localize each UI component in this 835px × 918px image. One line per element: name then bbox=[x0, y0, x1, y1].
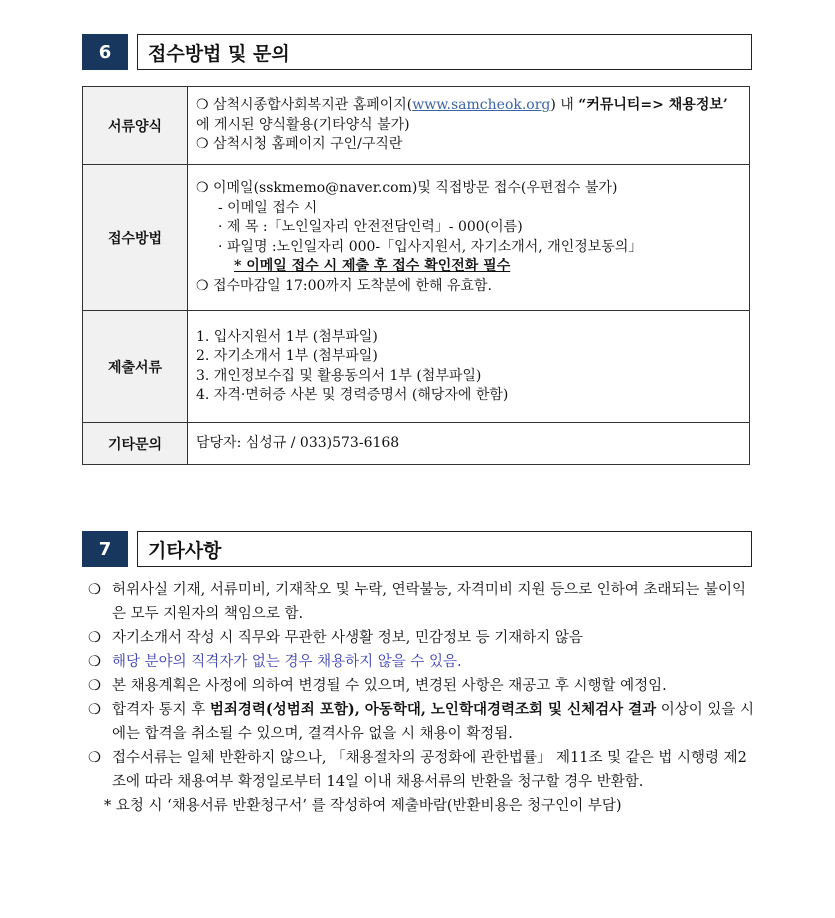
row-content bbox=[188, 165, 750, 311]
row-content: 담당자: 심성규 / 033)573-6168 bbox=[188, 423, 750, 465]
text: “커뮤니티=> 채용정보’ bbox=[578, 97, 728, 114]
text: 이상이 있을 시에는 합격을 취소될 수 있으며, 결격사유 없을 시 채용이 확정됨. bbox=[112, 702, 755, 742]
section-7-header bbox=[82, 531, 752, 567]
bullet-icon: ❍ bbox=[88, 702, 101, 718]
text: 본 채용계획은 사정에 의하여 변경될 수 있으며, 변경된 사항은 재공고 후 시행할 예정임. bbox=[112, 678, 667, 694]
text: ❍ 이메일(sskmemo@naver.com)및 직접방문 접수(우편접수 불가) bbox=[196, 180, 618, 196]
table-row bbox=[83, 423, 750, 465]
bullet-icon: ❍ bbox=[88, 678, 101, 694]
list-item: 3. 개인정보수집 및 활용동의서 1부 (첨부파일) bbox=[196, 367, 482, 384]
section-6-header bbox=[82, 34, 752, 70]
row-label: 제출서류 bbox=[83, 311, 188, 423]
text: ) 내 bbox=[550, 97, 579, 114]
section-title: 기타사항 bbox=[137, 531, 752, 567]
row-label: 기타문의 bbox=[83, 423, 188, 465]
text: · 제 목 :「노인일자리 안전전담인력」- 000(이름) bbox=[218, 219, 523, 235]
list-item bbox=[88, 650, 758, 674]
table-row bbox=[83, 87, 750, 165]
text: 해당 분야의 직격자가 없는 경우 채용하지 않을 수 있음. bbox=[112, 654, 462, 670]
bullet-icon: ❍ bbox=[88, 750, 101, 766]
row-content bbox=[188, 87, 750, 165]
text: 범죄경력(성범죄 포함), 아동학대, 노인학대경력조회 및 신체검사 결과 bbox=[209, 701, 657, 718]
notes-list bbox=[88, 578, 758, 818]
homepage-link[interactable]: www.samcheok.org bbox=[412, 97, 551, 114]
bullet-icon: ❍ bbox=[88, 654, 101, 670]
bullet-icon: ❍ bbox=[88, 582, 101, 598]
list-item bbox=[88, 578, 758, 626]
list-item: 4. 자격·면허증 사본 및 경력증명서 (해당자에 한함) bbox=[196, 387, 509, 403]
section-number: 6 bbox=[82, 34, 128, 70]
row-content bbox=[188, 311, 750, 423]
text: * 이메일 접수 시 제출 후 접수 확인전화 필수 bbox=[234, 258, 511, 274]
text: ❍ 접수마감일 17:00까지 도착분에 한해 유효함. bbox=[196, 277, 492, 294]
list-item: 1. 입사지원서 1부 (첨부파일) bbox=[196, 328, 378, 345]
row-label: 접수방법 bbox=[83, 165, 188, 311]
application-info-table bbox=[82, 86, 750, 465]
bullet-icon: ❍ bbox=[88, 630, 101, 646]
text bbox=[112, 698, 758, 746]
list-item bbox=[88, 674, 758, 698]
text: - 이메일 접수 시 bbox=[218, 199, 318, 216]
section-title: 접수방법 및 문의 bbox=[137, 34, 752, 70]
list-item bbox=[88, 626, 758, 650]
text: ❍ 삼척시종합사회복지관 홈페이지( bbox=[196, 97, 413, 114]
list-item: 2. 자기소개서 1부 (첨부파일) bbox=[196, 348, 378, 364]
text: 자기소개서 작성 시 직무와 무관한 사생활 정보, 민감정보 등 기재하지 않음 bbox=[112, 630, 583, 646]
text: · 파일명 :노인일자리 000-「입사지원서, 자기소개서, 개인정보동의」 bbox=[218, 238, 643, 255]
text: 합격자 통지 후 bbox=[112, 702, 210, 718]
text: ❍ 삼척시청 홈페이지 구인/구직란 bbox=[196, 136, 403, 153]
section-number: 7 bbox=[82, 531, 128, 567]
text: 에 게시된 양식활용(기타양식 불가) bbox=[196, 116, 410, 133]
list-item bbox=[88, 746, 758, 794]
table-row bbox=[83, 165, 750, 311]
footnote: * 요청 시 ‘채용서류 반환청구서’ 를 작성하여 제출바람(반환비용은 청구인이 부담) bbox=[104, 798, 622, 814]
row-label: 서류양식 bbox=[83, 87, 188, 165]
text: 접수서류는 일체 반환하지 않으나, 「채용절차의 공정화에 관한법률」 제11조 및 같은 법 시행령 제2조에 따라 채용여부 확정일로부터 14일 이내 채용서류의 반환을 청구할 경우 반환함. bbox=[112, 750, 747, 790]
text: 허위사실 기재, 서류미비, 기재착오 및 누락, 연락불능, 자격미비 지원 등으로 인하여 초래되는 불이익은 모두 지원자의 책임으로 함. bbox=[112, 582, 747, 622]
table-row bbox=[83, 311, 750, 423]
list-item bbox=[88, 698, 758, 746]
